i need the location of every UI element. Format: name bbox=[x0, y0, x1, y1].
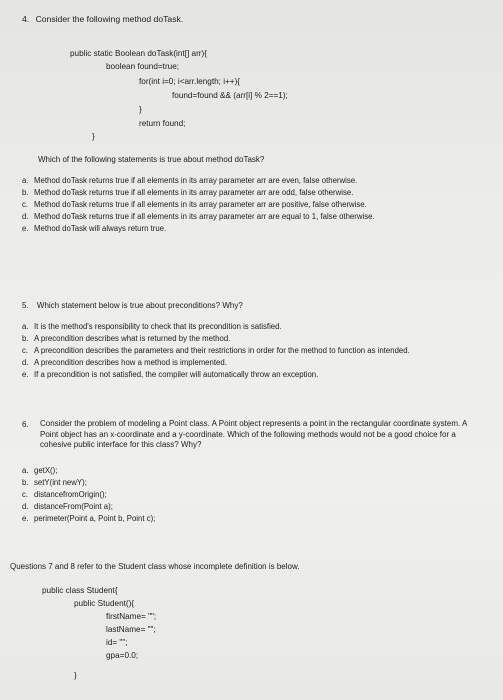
q4-option-b: b. Method doTask returns true if all elements in its array parameter arr are odd, false otherwise. bbox=[22, 188, 354, 197]
q6-question: Consider the problem of modeling a Point class. A Point object represents a point in the rectangular coordinate system. A Point object has an x-coordinate and a y-coordinate. Which of the following methods would not be a good choice for a cohesive public interface for this class? Why? bbox=[40, 419, 467, 449]
q78-code-line-4: lastName= ""; bbox=[106, 625, 156, 634]
q6-option-a: a. getX(); bbox=[22, 466, 58, 475]
q4-code-line-6: return found; bbox=[139, 119, 186, 128]
q78-code-line-3: firstName= ""; bbox=[106, 612, 157, 621]
q6-option-e: e. perimeter(Point a, Point b, Point c); bbox=[22, 514, 156, 523]
q4-number: 4. bbox=[22, 14, 30, 24]
q5-option-c: c. A precondition describes the parameters and their restrictions in order for the method to function as intended. bbox=[22, 346, 410, 355]
q4-intro bbox=[22, 14, 183, 25]
q78-code-line-2: public Student(){ bbox=[74, 599, 135, 608]
q4-code-line-4: found=found && (arr[i] % 2==1); bbox=[172, 91, 288, 100]
q4-code-line-5: } bbox=[139, 105, 142, 114]
q5-option-d: d. A precondition describes how a method is implemented. bbox=[22, 358, 227, 367]
q5-option-e: e. If a precondition is not satisfied, the compiler will automatically throw an exception. bbox=[22, 370, 319, 379]
q6-option-c: c. distancefromOrigin(); bbox=[22, 490, 107, 499]
q5-question-text: Which statement below is true about preconditions? Why? bbox=[36, 301, 243, 310]
q4-option-e: e. Method doTask will always return true. bbox=[22, 224, 167, 233]
q4-code-line-2: boolean found=true; bbox=[106, 62, 180, 71]
q6-option-b: b. setY(int newY); bbox=[22, 478, 87, 487]
q78-code-line-1: public class Student{ bbox=[42, 586, 118, 595]
q4-option-c: c. Method doTask returns true if all elements in its array parameter arr are positive, false otherwise. bbox=[22, 200, 367, 209]
q6-number: 6. bbox=[22, 420, 29, 429]
q4-code-line-7: } bbox=[92, 132, 95, 141]
q5-option-a: a. It is the method's responsibility to check that its precondition is satisfied. bbox=[22, 322, 282, 331]
q78-code-line-6: gpa=0.0; bbox=[106, 651, 139, 660]
q78-intro: Questions 7 and 8 refer to the Student class whose incomplete definition is below. bbox=[10, 562, 300, 571]
q4-code-line-3: for(int i=0; i<arr.length; i++){ bbox=[139, 77, 241, 86]
q5-number: 5. bbox=[22, 301, 29, 310]
q4-question: Which of the following statements is true about method doTask? bbox=[38, 155, 265, 164]
q78-code-line-5: id= ""; bbox=[106, 638, 128, 647]
q4-option-a: a. Method doTask returns true if all elements in its array parameter arr are even, false otherwise. bbox=[22, 176, 358, 185]
q6-option-d: d. distanceFrom(Point a); bbox=[22, 502, 113, 511]
q5-option-b: b. A precondition describes what is returned by the method. bbox=[22, 334, 231, 343]
q4-code-line-1: public static Boolean doTask(int[] arr){ bbox=[70, 49, 207, 58]
q4-intro-text: Consider the following method doTask. bbox=[35, 14, 184, 24]
q4-option-d: d. Method doTask returns true if all elements in its array parameter arr are equal to 1, false otherwise. bbox=[22, 212, 375, 221]
q5-question bbox=[22, 300, 243, 311]
q78-code-line-7: } bbox=[74, 671, 77, 680]
